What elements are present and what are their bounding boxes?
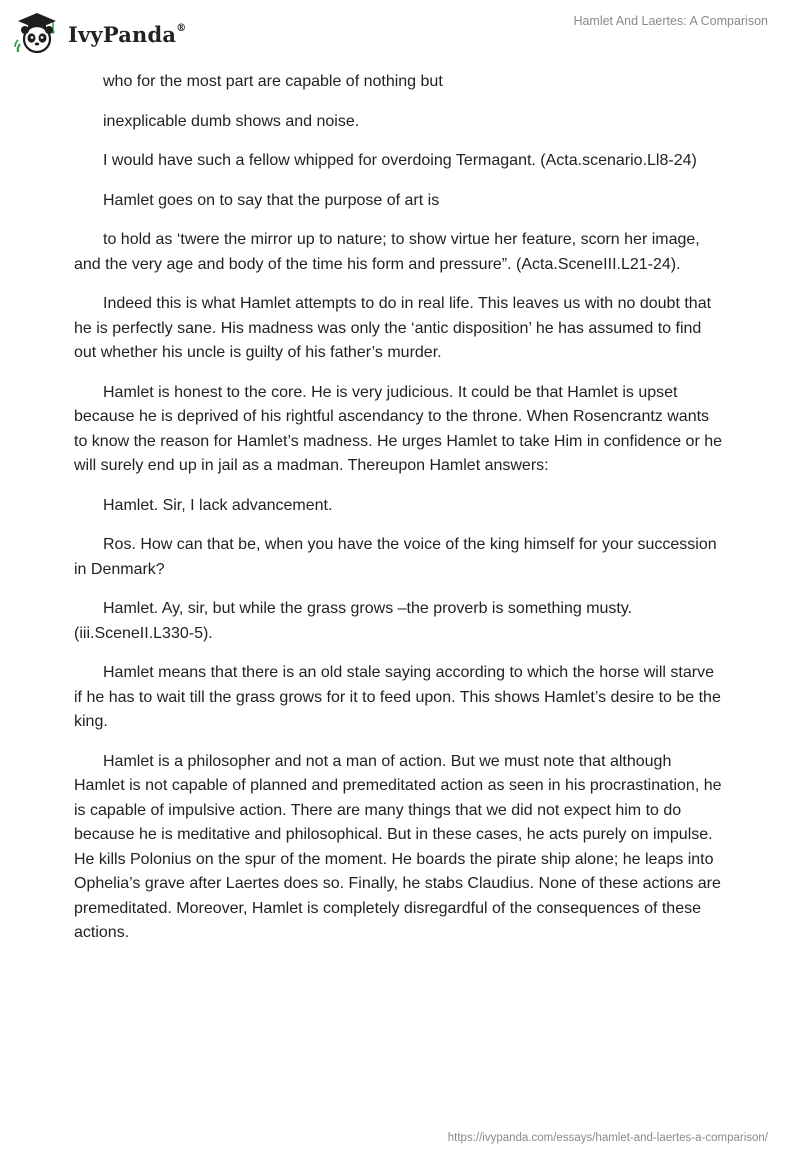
paragraph: Hamlet is honest to the core. He is very judicious. It could be that Hamlet is upset because he is deprived of his rightful ascendancy to the throne. When Rosencrantz wants to know the reason for Hamlet’s madness. He urges Hamlet to take Him in confidence or he will surely end up in jail as a madman. Thereupon Hamlet answers: [74,383,723,474]
paragraph: to hold as ‘twere the mirror up to nature; to show virtue her feature, scorn her image, and the very age and body of the time his form and pressure”. (Acta.SceneIII.L21-24). [74,231,700,273]
panda-logo-icon [14,10,60,56]
brand-logo[interactable] [14,8,186,58]
document-title: Hamlet And Laertes: A Comparison [573,14,768,28]
paragraph: Ros. How can that be, when you have the voice of the king himself for your succession in Denmark? [74,536,717,578]
essay-body [74,70,726,961]
paragraph: Hamlet. Sir, I lack advancement. [103,496,333,514]
paragraph: who for the most part are capable of nothing but [103,73,443,90]
paragraph: Indeed this is what Hamlet attempts to do in real life. This leaves us with no doubt that he is perfectly sane. His madness was only the ‘antic disposition’ he has assumed to find out whether his uncle is guilty of his father’s murder. [74,295,712,361]
paragraph: Hamlet is a philosopher and not a man of action. But we must note that although Hamlet is not capable of planned and premeditated action as seen in his procrastination, he is capable of impulsive action. There are many things that we did not expect him to do because he is meditative and philosophical. But in these cases, he acts purely on impulse. He kills Polonius on the spur of the moment. He boards the pirate ship alone; he leaps into Ophelia’s grave after Laertes does so. Finally, he stabs Claudius. None of these actions are premeditated. Moreover, Hamlet is completely disregardful of the consequences of these actions. [74,752,722,941]
source-url[interactable]: https://ivypanda.com/essays/hamlet-and-laertes-a-comparison/ [447,1132,768,1144]
brand-name: IvyPanda® [68,21,187,47]
paragraph: Hamlet means that there is an old stale saying according to which the horse will starve if he has to wait till the grass grows for it to feed upon. This shows Hamlet’s desire to be the king. [74,664,721,730]
page-header [0,0,800,60]
paragraph: Hamlet. Ay, sir, but while the grass grows –the proverb is something musty. (iii.SceneII.L330-5). [74,600,633,642]
paragraph: Hamlet goes on to say that the purpose of art is [103,191,440,209]
paragraph: I would have such a fellow whipped for overdoing Termagant. (Acta.scenario.Ll8-24) [103,152,697,169]
paragraph: inexplicable dumb shows and noise. [103,112,360,130]
